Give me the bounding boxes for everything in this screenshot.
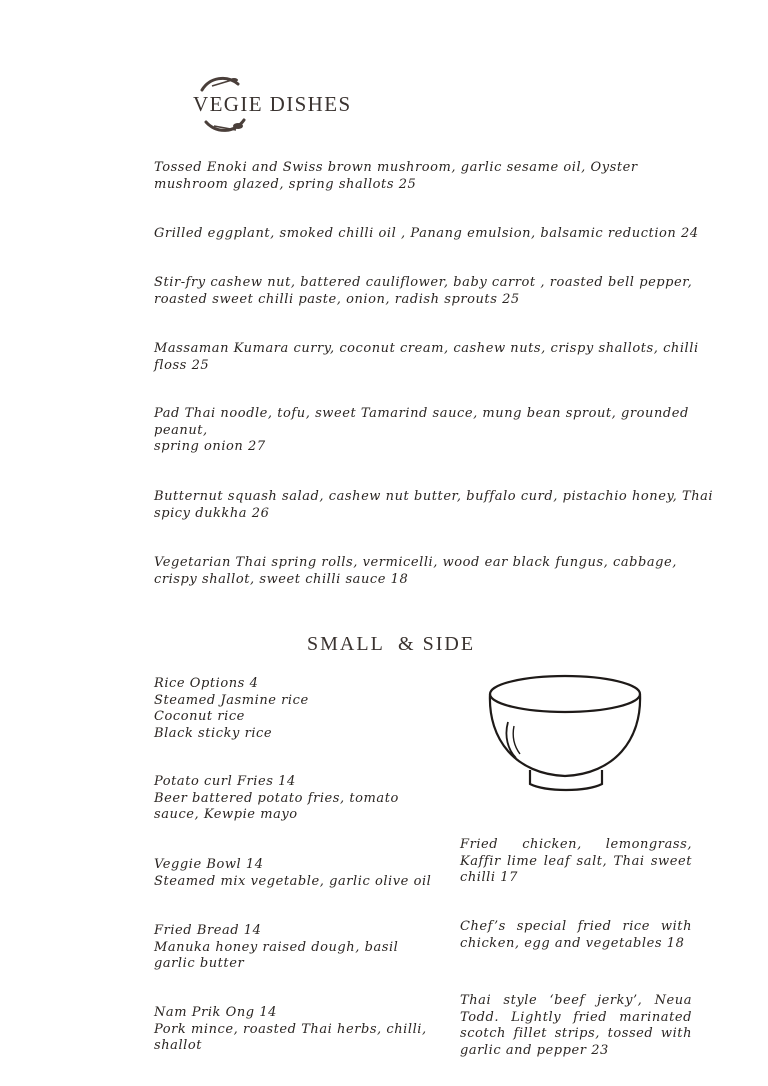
vegie-dishes-heading: VEGIE DISHES [193,92,352,116]
side-item-nam-prik-ong [154,1005,444,1055]
side-item-potato-fries [154,774,444,824]
side-item-rice-options [154,676,444,742]
side-item-line: Beer battered potato fries, tomato sauce, Kewpie mayo [154,790,399,822]
side-item-beef-jerky: Thai style ‘beef jerky’, Neua Todd. Lightly fried marinated scotch fillet strips, tossed with garlic and pepper 23 [460,993,692,1058]
pad-thai-line-1: Pad Thai noodle, tofu, sweet Tamarind sauce, mung bean sprout, grounded peanut, [154,406,689,438]
bowl-icon [486,670,644,794]
side-item-title: Rice Options 4 [154,676,259,691]
vegie-item-enoki: Tossed Enoki and Swiss brown mushroom, garlic sesame oil, Oyster mushroom glazed, spring shallots 25 [154,160,638,192]
side-item-title: Veggie Bowl 14 [154,857,264,872]
small-side-heading: SMALL & SIDE [307,633,476,655]
pad-thai-line-2: spring onion 27 [154,439,266,454]
vegie-item-spring-rolls: Vegetarian Thai spring rolls, vermicelli, wood ear black fungus, cabbage, crispy shallot, sweet chilli sauce 18 [154,555,677,587]
side-item-line: Pork mince, roasted Thai herbs, chilli, shallot [154,1021,427,1053]
vegie-item-eggplant: Grilled eggplant, smoked chilli oil , Panang emulsion, balsamic reduction 24 [154,226,699,241]
side-item-line: Coconut rice [154,709,245,724]
side-item-veggie-bowl [154,857,444,890]
side-item-fried-bread [154,923,444,973]
side-item-fried-chicken: Fried chicken, lemongrass, Kaffir lime leaf salt, Thai sweet chilli 17 [460,837,692,885]
side-item-fried-rice: Chef’s special fried rice with chicken, egg and vegetables 18 [460,919,692,951]
side-item-line: Steamed mix vegetable, garlic olive oil [154,873,432,889]
vegie-item-cashew-stirfry: Stir-fry cashew nut, battered cauliflower, baby carrot , roasted bell pepper, roasted sweet chilli paste, onion, radish sprouts 25 [154,275,693,307]
side-item-line: Steamed Jasmine rice [154,692,309,708]
side-item-line: Manuka honey raised dough, basil garlic butter [154,939,399,971]
vegie-item-pad-thai [154,406,714,456]
vegie-item-massaman: Massaman Kumara curry, coconut cream, cashew nuts, crispy shallots, chilli floss 25 [154,341,699,373]
side-item-title: Nam Prik Ong 14 [154,1005,277,1020]
side-item-title: Potato curl Fries 14 [154,774,296,789]
side-item-title: Fried Bread 14 [154,923,262,938]
vegie-item-butternut: Butternut squash salad, cashew nut butter, buffalo curd, pistachio honey, Thai spicy dukkha 26 [154,489,714,521]
side-item-line: Black sticky rice [154,725,273,741]
